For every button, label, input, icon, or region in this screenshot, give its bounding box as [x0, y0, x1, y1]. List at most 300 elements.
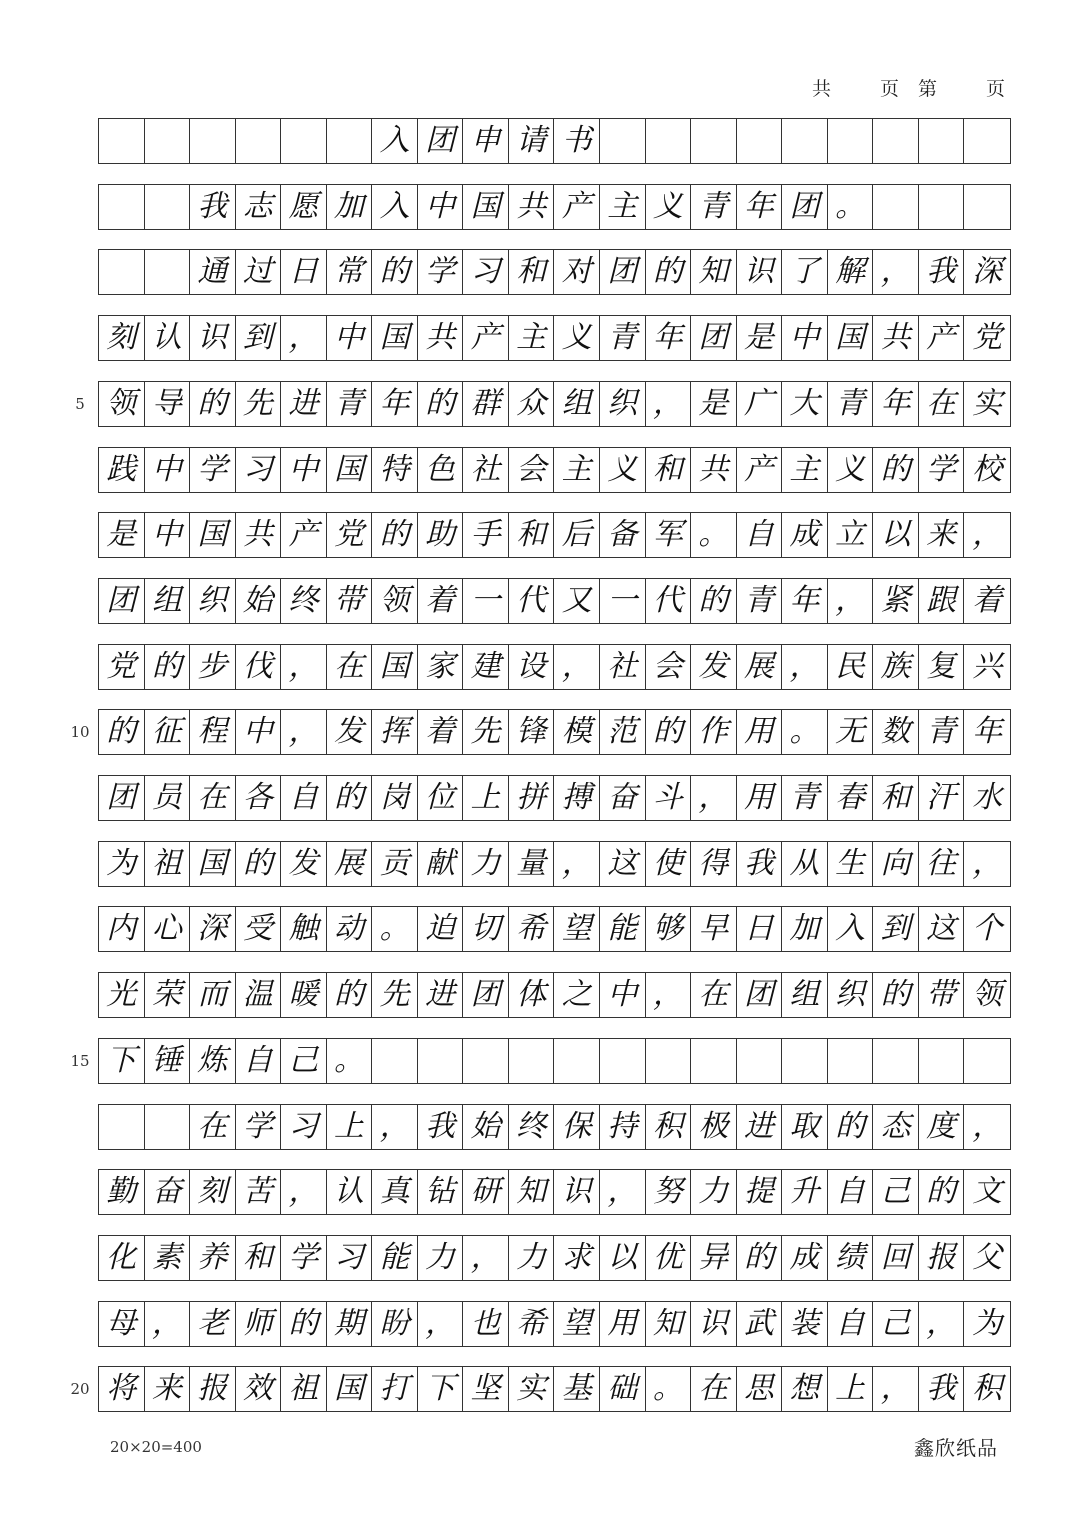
header-gong: 共 — [812, 78, 832, 100]
grid-cell: 主 — [782, 448, 828, 492]
grid-cell: 和 — [509, 250, 555, 294]
grid-cell: 上 — [327, 1105, 373, 1149]
manuscript-grid — [98, 118, 1011, 1423]
grid-cell: 为 — [972, 1305, 1003, 1341]
grid-cell: 在 — [190, 776, 236, 820]
line-number: 10 — [70, 723, 90, 742]
grid-cell: 手 — [463, 513, 509, 557]
grid-cell: 能 — [600, 907, 646, 951]
grid-cell: ， — [646, 382, 692, 426]
grid-cell: 发 — [691, 645, 737, 689]
grid-cell: 广 — [737, 382, 783, 426]
grid-cell: ， — [873, 1367, 919, 1411]
grid-cell: 祖 — [145, 842, 191, 886]
grid-cell: 。 — [372, 907, 418, 951]
grid-cell: 用 — [737, 776, 783, 820]
grid-cell: 青 — [327, 382, 373, 426]
grid-cell — [99, 250, 145, 294]
grid-cell: 望 — [554, 1302, 600, 1346]
grid-row — [98, 1169, 1011, 1215]
grid-cell — [145, 250, 191, 294]
grid-cell: 义 — [828, 448, 874, 492]
grid-cell: 助 — [418, 513, 464, 557]
grid-cell — [236, 119, 282, 163]
grid-cell: 是 — [737, 316, 783, 360]
grid-cell: 共 — [691, 448, 737, 492]
grid-cell: 母 — [99, 1302, 145, 1346]
grid-cell: 入 — [372, 185, 418, 229]
grid-cell: 生 — [828, 842, 874, 886]
grid-cell: 组 — [554, 382, 600, 426]
grid-cell: 团 — [782, 185, 828, 229]
grid-cell: 识 — [691, 1302, 737, 1346]
grid-cell — [873, 119, 919, 163]
grid-row — [98, 775, 1011, 821]
grid-cell: 年 — [737, 185, 783, 229]
grid-cell: 国 — [327, 448, 373, 492]
grid-cell: 化 — [99, 1236, 145, 1280]
grid-cell: 勤 — [99, 1170, 145, 1214]
grid-cell: 国 — [463, 185, 509, 229]
grid-cell: 党 — [327, 513, 373, 557]
grid-cell: 实 — [509, 1367, 555, 1411]
grid-cell: 早 — [691, 907, 737, 951]
grid-cell: 的 — [646, 250, 692, 294]
grid-cell: 学 — [236, 1105, 282, 1149]
grid-cell: 的 — [919, 1170, 965, 1214]
grid-row — [98, 381, 1011, 427]
grid-cell: 积 — [646, 1105, 692, 1149]
grid-cell: 力 — [691, 1170, 737, 1214]
grid-cell: 又 — [554, 579, 600, 623]
grid-cell — [327, 119, 373, 163]
grid-row — [98, 644, 1011, 690]
grid-cell: 以 — [873, 513, 919, 557]
grid-cell: 共 — [509, 185, 555, 229]
line-number: 15 — [70, 1051, 90, 1070]
grid-row — [98, 906, 1011, 952]
grid-cell: 对 — [554, 250, 600, 294]
grid-cell: ， — [145, 1302, 191, 1346]
grid-cell: 师 — [236, 1302, 282, 1346]
grid-cell: 国 — [372, 316, 418, 360]
grid-cell: 产 — [281, 513, 327, 557]
grid-cell: 党 — [972, 320, 1003, 356]
grid-cell: 产 — [737, 448, 783, 492]
grid-cell: 研 — [463, 1170, 509, 1214]
grid-cell: 来 — [145, 1367, 191, 1411]
grid-cell: 我 — [737, 842, 783, 886]
grid-cell: 带 — [919, 973, 965, 1017]
grid-cell: 发 — [327, 710, 373, 754]
grid-cell: 斗 — [646, 776, 692, 820]
line-number: 5 — [75, 394, 85, 413]
grid-cell: 的 — [372, 513, 418, 557]
grid-cell: 的 — [737, 1236, 783, 1280]
grid-cell: 立 — [828, 513, 874, 557]
grid-cell: 。 — [828, 185, 874, 229]
grid-cell: 各 — [236, 776, 282, 820]
grid-cell: 的 — [873, 448, 919, 492]
grid-cell: 祖 — [281, 1367, 327, 1411]
grid-cell: 回 — [873, 1236, 919, 1280]
grid-cell: 水 — [972, 780, 1003, 815]
grid-cell: 锤 — [145, 1039, 191, 1083]
grid-cell — [600, 1039, 646, 1083]
grid-cell — [145, 1105, 191, 1149]
grid-row — [98, 841, 1011, 887]
grid-cell: 青 — [600, 316, 646, 360]
grid-cell: ， — [919, 1302, 965, 1346]
grid-cell: 习 — [327, 1236, 373, 1280]
grid-cell: 刻 — [190, 1170, 236, 1214]
grid-cell: ， — [281, 710, 327, 754]
grid-cell: 色 — [418, 448, 464, 492]
grid-cell: 着 — [972, 582, 1003, 618]
grid-cell: 希 — [509, 1302, 555, 1346]
grid-cell: 和 — [646, 448, 692, 492]
grid-cell: 的 — [190, 382, 236, 426]
grid-cell: 我 — [919, 250, 965, 294]
grid-cell: 拼 — [509, 776, 555, 820]
grid-cell — [99, 1105, 145, 1149]
grid-cell: 中 — [281, 448, 327, 492]
grid-cell: 日 — [281, 250, 327, 294]
page-header — [760, 74, 1020, 104]
grid-cell: 织 — [190, 579, 236, 623]
grid-cell: 己 — [281, 1039, 327, 1083]
grid-cell: 础 — [600, 1367, 646, 1411]
grid-cell: 炼 — [190, 1039, 236, 1083]
grid-cell: 一 — [463, 579, 509, 623]
grid-cell: 共 — [418, 316, 464, 360]
grid-cell: 深 — [972, 254, 1003, 290]
grid-cell: 中 — [782, 316, 828, 360]
grid-cell: 团 — [600, 250, 646, 294]
grid-cell: 产 — [919, 316, 965, 360]
grid-cell: 这 — [919, 907, 965, 951]
grid-cell: 无 — [828, 710, 874, 754]
grid-cell: 请 — [509, 119, 555, 163]
grid-cell: 在 — [190, 1105, 236, 1149]
grid-row — [98, 1235, 1011, 1281]
grid-cell: 国 — [190, 513, 236, 557]
grid-cell: 得 — [691, 842, 737, 886]
grid-cell — [372, 1039, 418, 1083]
header-ye-2: 页 — [986, 78, 1006, 100]
grid-cell: 加 — [327, 185, 373, 229]
grid-cell: 在 — [919, 382, 965, 426]
grid-cell: 社 — [600, 645, 646, 689]
grid-cell: 学 — [919, 448, 965, 492]
grid-cell: 心 — [145, 907, 191, 951]
grid-cell: ， — [281, 316, 327, 360]
grid-cell: 领 — [972, 977, 1003, 1013]
grid-cell: 位 — [418, 776, 464, 820]
grid-cell: 奋 — [600, 776, 646, 820]
grid-cell: 设 — [509, 645, 555, 689]
grid-cell: 动 — [327, 907, 373, 951]
grid-cell: 主 — [509, 316, 555, 360]
grid-cell: 导 — [145, 382, 191, 426]
grid-cell: 暖 — [281, 973, 327, 1017]
grid-cell: 升 — [782, 1170, 828, 1214]
grid-cell: 自 — [828, 1302, 874, 1346]
grid-cell: 跟 — [919, 579, 965, 623]
grid-cell: 这 — [600, 842, 646, 886]
grid-cell: 加 — [782, 907, 828, 951]
grid-cell: ， — [873, 250, 919, 294]
grid-cell: 。 — [327, 1039, 373, 1083]
grid-cell: 力 — [463, 842, 509, 886]
grid-cell: 优 — [646, 1236, 692, 1280]
grid-cell: 始 — [236, 579, 282, 623]
grid-cell — [190, 119, 236, 163]
grid-cell: 先 — [236, 382, 282, 426]
grid-cell: 织 — [828, 973, 874, 1017]
grid-cell — [145, 119, 191, 163]
grid-cell: 主 — [600, 185, 646, 229]
grid-cell: 迫 — [418, 907, 464, 951]
header-di: 第 — [918, 78, 938, 100]
grid-cell: 通 — [190, 250, 236, 294]
grid-cell: 素 — [145, 1236, 191, 1280]
grid-cell: 用 — [600, 1302, 646, 1346]
grid-cell: 了 — [782, 250, 828, 294]
grid-cell: 员 — [145, 776, 191, 820]
grid-cell: 知 — [691, 250, 737, 294]
grid-cell: 中 — [145, 513, 191, 557]
grid-cell: 上 — [828, 1367, 874, 1411]
grid-cell: 学 — [190, 448, 236, 492]
grid-cell: 习 — [281, 1105, 327, 1149]
grid-cell: 着 — [418, 710, 464, 754]
grid-cell: 社 — [463, 448, 509, 492]
grid-cell: 效 — [236, 1367, 282, 1411]
grid-cell: 老 — [190, 1302, 236, 1346]
grid-cell: 自 — [236, 1039, 282, 1083]
grid-cell: 文 — [972, 1174, 1003, 1210]
grid-cell: 努 — [646, 1170, 692, 1214]
grid-cell — [145, 185, 191, 229]
grid-cell: 的 — [873, 973, 919, 1017]
grid-cell: 书 — [554, 119, 600, 163]
grid-cell: 的 — [691, 579, 737, 623]
grid-cell: 的 — [372, 250, 418, 294]
grid-cell: 团 — [691, 316, 737, 360]
grid-cell: 代 — [646, 579, 692, 623]
grid-cell: 贡 — [372, 842, 418, 886]
grid-cell: 主 — [554, 448, 600, 492]
grid-cell: 团 — [418, 119, 464, 163]
grid-cell: 民 — [828, 645, 874, 689]
grid-cell: 践 — [99, 448, 145, 492]
grid-cell: 织 — [600, 382, 646, 426]
grid-cell: 打 — [372, 1367, 418, 1411]
grid-cell: 往 — [919, 842, 965, 886]
grid-cell: 年 — [372, 382, 418, 426]
grid-cell — [964, 119, 1010, 163]
grid-cell: 汗 — [919, 776, 965, 820]
grid-cell: 之 — [554, 973, 600, 1017]
grid-cell — [600, 119, 646, 163]
grid-cell: 入 — [372, 119, 418, 163]
grid-cell: 带 — [327, 579, 373, 623]
grid-cell: 为 — [99, 842, 145, 886]
grid-row — [98, 184, 1011, 230]
grid-row — [98, 249, 1011, 295]
grid-cell: 和 — [873, 776, 919, 820]
grid-cell: 年 — [646, 316, 692, 360]
grid-cell — [463, 1039, 509, 1083]
grid-cell: 期 — [327, 1302, 373, 1346]
grid-cell: 想 — [782, 1367, 828, 1411]
grid-cell: ， — [972, 1108, 1003, 1144]
grid-cell: 触 — [281, 907, 327, 951]
grid-cell: 组 — [782, 973, 828, 1017]
grid-cell: 实 — [972, 385, 1003, 421]
grid-cell: 锋 — [509, 710, 555, 754]
grid-cell: 春 — [828, 776, 874, 820]
grid-cell: 父 — [972, 1239, 1003, 1275]
grid-cell: 先 — [372, 973, 418, 1017]
grid-cell: 报 — [919, 1236, 965, 1280]
grid-cell: 持 — [600, 1105, 646, 1149]
grid-cell: 我 — [190, 185, 236, 229]
grid-cell: 绩 — [828, 1236, 874, 1280]
grid-cell: 青 — [782, 776, 828, 820]
grid-cell: 保 — [554, 1105, 600, 1149]
grid-cell: 武 — [737, 1302, 783, 1346]
grid-spec-label: 20×20=400 — [110, 1438, 202, 1456]
grid-cell: 日 — [737, 907, 783, 951]
grid-cell: 特 — [372, 448, 418, 492]
grid-cell: 的 — [327, 973, 373, 1017]
grid-cell: 在 — [327, 645, 373, 689]
grid-cell: 年 — [782, 579, 828, 623]
grid-cell: 力 — [418, 1236, 464, 1280]
grid-cell: 国 — [190, 842, 236, 886]
grid-cell: 在 — [691, 1367, 737, 1411]
grid-cell: 志 — [236, 185, 282, 229]
grid-cell: 国 — [828, 316, 874, 360]
grid-cell: 进 — [737, 1105, 783, 1149]
grid-cell: 够 — [646, 907, 692, 951]
grid-cell: 后 — [554, 513, 600, 557]
grid-row — [98, 315, 1011, 361]
grid-cell: 知 — [646, 1302, 692, 1346]
grid-cell: 常 — [327, 250, 373, 294]
grid-cell — [828, 1039, 874, 1083]
line-number: 20 — [70, 1380, 90, 1399]
grid-row — [98, 1366, 1011, 1412]
grid-cell: ， — [281, 1170, 327, 1214]
grid-cell: 中 — [145, 448, 191, 492]
grid-cell: 的 — [327, 776, 373, 820]
grid-row — [98, 512, 1011, 558]
grid-cell: ， — [600, 1170, 646, 1214]
grid-cell: 校 — [972, 451, 1003, 487]
grid-cell: 自 — [281, 776, 327, 820]
grid-cell: 来 — [919, 513, 965, 557]
grid-cell — [919, 119, 965, 163]
grid-cell: 建 — [463, 645, 509, 689]
grid-cell: 会 — [509, 448, 555, 492]
grid-cell: 的 — [236, 842, 282, 886]
grid-cell: 在 — [691, 973, 737, 1017]
grid-cell: 献 — [418, 842, 464, 886]
grid-cell: 产 — [463, 316, 509, 360]
grid-cell: 养 — [190, 1236, 236, 1280]
grid-cell: 党 — [99, 645, 145, 689]
grid-cell: 能 — [372, 1236, 418, 1280]
grid-cell: 使 — [646, 842, 692, 886]
grid-cell — [919, 185, 965, 229]
grid-cell — [418, 1039, 464, 1083]
grid-cell: 提 — [737, 1170, 783, 1214]
grid-cell: 自 — [737, 513, 783, 557]
grid-cell: 愿 — [281, 185, 327, 229]
grid-cell: 的 — [145, 645, 191, 689]
grid-cell: 团 — [99, 776, 145, 820]
grid-cell: 力 — [509, 1236, 555, 1280]
grid-cell — [554, 1039, 600, 1083]
grid-cell: 共 — [873, 316, 919, 360]
grid-cell: 申 — [463, 119, 509, 163]
grid-cell: ， — [463, 1236, 509, 1280]
grid-cell: 认 — [145, 316, 191, 360]
grid-cell: 年 — [873, 382, 919, 426]
grid-row — [98, 972, 1011, 1018]
grid-cell: 向 — [873, 842, 919, 886]
grid-cell: 终 — [509, 1105, 555, 1149]
grid-cell: 军 — [646, 513, 692, 557]
grid-cell: 切 — [463, 907, 509, 951]
grid-cell: 坚 — [463, 1367, 509, 1411]
grid-cell: ， — [972, 845, 1003, 881]
grid-cell: 入 — [828, 907, 874, 951]
grid-cell: 知 — [509, 1170, 555, 1214]
grid-cell: 过 — [236, 250, 282, 294]
grid-cell: 态 — [873, 1105, 919, 1149]
grid-cell: 成 — [782, 513, 828, 557]
grid-cell: 先 — [463, 710, 509, 754]
grid-cell: 紧 — [873, 579, 919, 623]
grid-cell: 温 — [236, 973, 282, 1017]
grid-cell: 量 — [509, 842, 555, 886]
grid-cell: 将 — [99, 1367, 145, 1411]
grid-cell: 组 — [145, 579, 191, 623]
grid-cell: 群 — [463, 382, 509, 426]
grid-cell: 搏 — [554, 776, 600, 820]
grid-cell: 的 — [828, 1105, 874, 1149]
grid-cell: 成 — [782, 1236, 828, 1280]
grid-cell: 望 — [554, 907, 600, 951]
grid-cell: 下 — [418, 1367, 464, 1411]
grid-cell: 我 — [418, 1105, 464, 1149]
grid-cell: 。 — [691, 513, 737, 557]
grid-cell: 义 — [554, 316, 600, 360]
grid-cell: 展 — [327, 842, 373, 886]
grid-cell: 中 — [236, 710, 282, 754]
grid-cell — [691, 1039, 737, 1083]
grid-cell: 基 — [554, 1367, 600, 1411]
grid-cell: 岗 — [372, 776, 418, 820]
grid-cell: 和 — [509, 513, 555, 557]
grid-cell: 盼 — [372, 1302, 418, 1346]
grid-cell: 团 — [463, 973, 509, 1017]
grid-cell: 和 — [236, 1236, 282, 1280]
